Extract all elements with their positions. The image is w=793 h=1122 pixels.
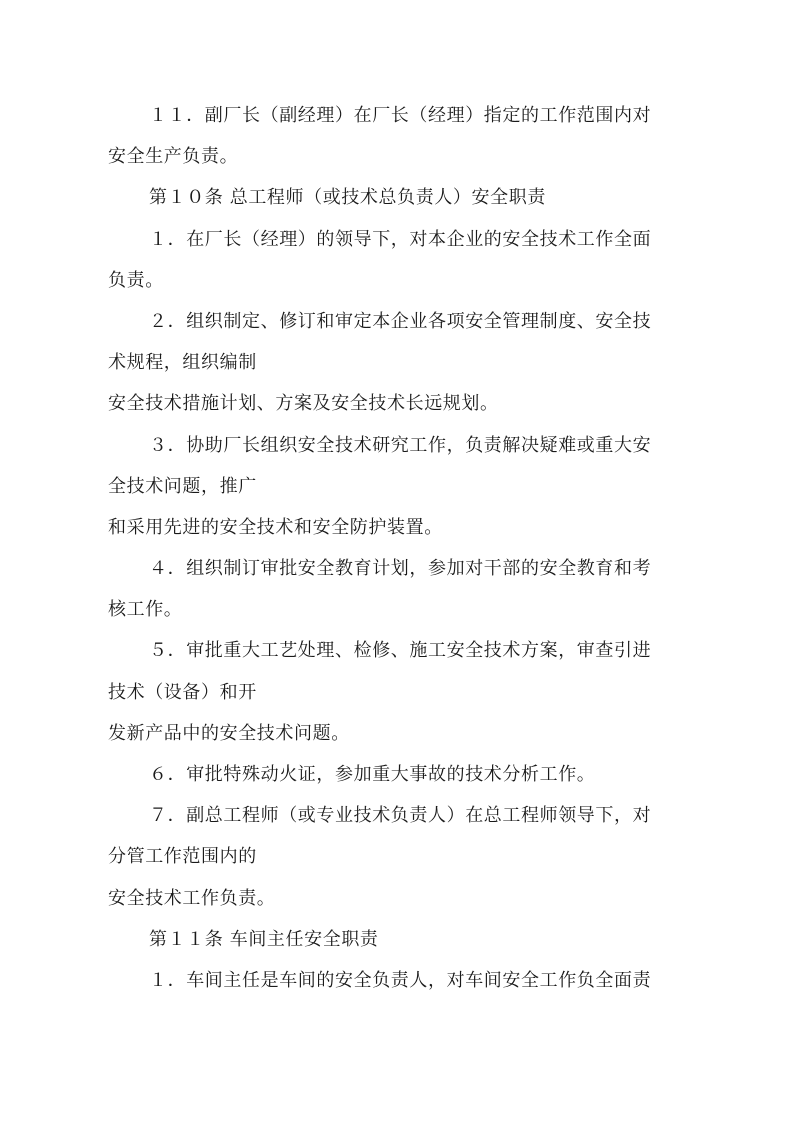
paragraph-10-6: ６．审批特殊动火证，参加重大事故的技术分析工作。 <box>149 764 596 785</box>
article-11-heading: 第１１条 车间主任安全职责 <box>149 928 379 950</box>
paragraph-10-3-line-2: 全技术问题，推广 <box>108 475 257 497</box>
document-page <box>108 104 708 1010</box>
paragraph-10-7-line-1: ７．副总工程师（或专业技术负责人）在总工程师领导下，对 <box>149 805 652 827</box>
paragraph-10-5-line-2: 技术（设备）和开 <box>108 681 257 703</box>
paragraph-10-2-line-1: ２．组织制定、修订和审定本企业各项安全管理制度、安全技 <box>149 310 652 332</box>
paragraph-10-4-line-1: ４．组织制订审批安全教育计划，参加对干部的安全教育和考 <box>149 558 652 580</box>
paragraph-10-4-line-2: 核工作。 <box>108 599 183 621</box>
paragraph-10-2-line-2: 术规程，组织编制 <box>108 352 257 374</box>
paragraph-10-3-line-3: 和采用先进的安全技术和安全防护装置。 <box>108 516 443 538</box>
paragraph-item-11-line-2: 安全生产负责。 <box>108 146 239 168</box>
paragraph-10-1-line-2: 负责。 <box>108 269 164 291</box>
paragraph-10-2-line-3: 安全技术措施计划、方案及安全技术长远规划。 <box>108 393 499 415</box>
article-10-heading: 第１０条 总工程师（或技术总负责人）安全职责 <box>149 187 546 209</box>
paragraph-11-1-line-1: １．车间主任是车间的安全负责人，对车间安全工作负全面责 <box>149 969 652 991</box>
paragraph-10-7-line-2: 分管工作范围内的 <box>108 846 257 868</box>
paragraph-10-5-line-3: 发新产品中的安全技术问题。 <box>108 722 350 744</box>
paragraph-10-1-line-1: １．在厂长（经理）的领导下，对本企业的安全技术工作全面 <box>149 228 652 250</box>
paragraph-10-5-line-1: ５．审批重大工艺处理、检修、施工安全技术方案，审查引进 <box>149 640 652 662</box>
paragraph-10-3-line-1: ３．协助厂长组织安全技术研究工作，负责解决疑难或重大安 <box>149 434 652 456</box>
paragraph-item-11-line-1: １１．副厂长（副经理）在厂长（经理）指定的工作范围内对 <box>149 105 652 126</box>
paragraph-10-7-line-3: 安全技术工作负责。 <box>108 887 276 909</box>
